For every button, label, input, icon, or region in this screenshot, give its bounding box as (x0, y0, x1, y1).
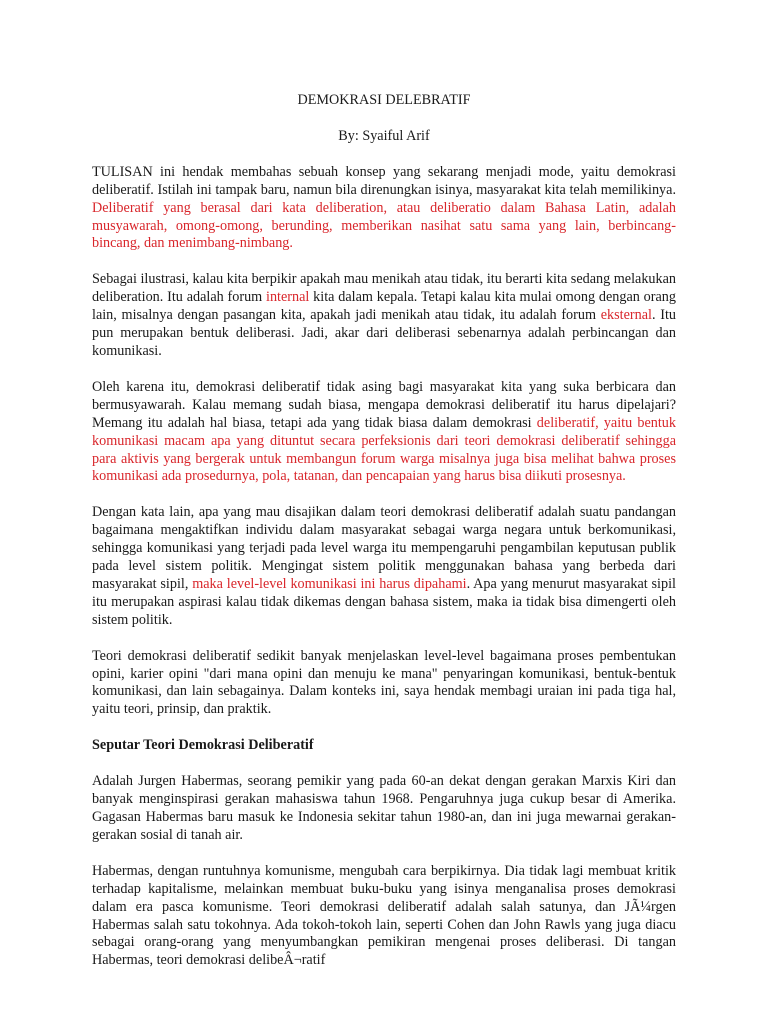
document-page (92, 92, 676, 988)
author-byline: By: Syaiful Arif (338, 127, 430, 144)
paragraph-2 (92, 271, 676, 361)
text-run: . Apa yang menurut masyarakat sipil itu merupakan aspirasi kalau tidak dikemas dengan bahasa sistem, maka ia tidak bisa dimengerti oleh sistem politik. (92, 575, 676, 628)
text-run: kita dalam kepala. Tetapi kalau kita mulai omong dengan orang lain, misalnya dengan pasangan kita, apakah jadi menikah atau tidak, itu adalah forum (92, 289, 676, 324)
document-title: DEMOKRASI DELEBRATIF (297, 92, 471, 108)
intro-paragraphs (92, 164, 676, 719)
paragraph-5 (92, 648, 676, 720)
highlighted-text-run: internal (266, 289, 310, 306)
section-paragraph-1 (92, 773, 676, 845)
section-heading: Seputar Teori Demokrasi Deliberatif (92, 737, 314, 754)
text-run: . Itu pun merupakan bentuk deliberasi. Jadi, akar dari deliberasi sebenarnya adalah perbincangan dan komunikasi. (92, 307, 676, 359)
highlighted-text-run: Deliberatif yang berasal dari kata deliberation, atau deliberatio dalam Bahasa Latin, adalah musyawarah, omong-omong, berunding, memberikan nasihat satu sama yang lain, berbincang-bincang, dan menimbang-nimbang. (92, 199, 676, 252)
paragraph-1 (92, 164, 676, 254)
section-paragraph-2 (92, 863, 676, 970)
text-run: Dengan kata lain, apa yang mau disajikan dalam teori demokrasi deliberatif adalah suatu pandangan bagaimana mengaktifkan individu dalam masyarakat sebagai warga negara untuk berkomunikasi, sehingga komunikasi yang terjadi pada level warga itu mempengaruhi pengambilan keputusan publik pada level sistem politik. Mengingat sistem politik menggunakan bahasa yang berbeda dari masyarakat sipil, (92, 504, 676, 592)
highlighted-text-run: eksternal (600, 307, 652, 324)
paragraph-3 (92, 379, 676, 486)
text-run: TULISAN ini hendak membahas sebuah konsep yang sekarang menjadi mode, yaitu demokrasi deliberatif. Istilah ini tampak baru, namun bila direnungkan isinya, masyarakat kita telah memilikinya. (92, 163, 676, 198)
text-run: Oleh karena itu, demokrasi deliberatif tidak asing bagi masyarakat kita yang suka berbicara dan bermusyawarah. Kalau memang sudah biasa, mengapa demokrasi deliberatif itu harus dipelajari? Memang itu adalah hal biasa, tetapi ada yang tidak biasa dalam demokrasi (92, 378, 676, 431)
highlighted-text-run: deliberatif, yaitu bentuk komunikasi macam apa yang dituntut secara perfeksionis dari teori demokrasi deliberatif sehingga para aktivis yang bergerak untuk membangun forum warga misalnya juga bisa melihat bahwa proses komunikasi ada prosedurnya, pola, tatanan, dan pencapaian yang harus bisa diikuti prosesnya. (92, 414, 676, 485)
highlighted-text-run: maka level-level komunikasi ini harus dipahami (192, 575, 467, 592)
text-run: Teori demokrasi deliberatif sedikit banyak menjelaskan level-level bagaimana proses pembentukan opini, karier opini "dari mana opini dan menuju ke mana" penyaringan komunikasi, bentuk-bentuk komunikasi, dan lain sebagainya. Dalam konteks ini, saya hendak membagi uraian ini pada tiga hal, yaitu teori, prinsip, dan praktik. (92, 647, 676, 718)
paragraph-4 (92, 504, 676, 629)
text-run: Adalah Jurgen Habermas, seorang pemikir yang pada 60-an dekat dengan gerakan Marxis Kiri dan banyak menginspirasi gerakan mahasiswa tahun 1968. Pengaruhnya juga cukup besar di Amerika. Gagasan Habermas baru masuk ke Indonesia sekitar tahun 1980-an, dan ini juga mewarnai gerakan-gerakan sosial di tanah air. (92, 773, 676, 843)
text-run: Sebagai ilustrasi, kalau kita berpikir apakah mau menikah atau tidak, itu berarti kita sedang melakukan deliberation. Itu adalah forum (92, 271, 676, 306)
section-paragraphs (92, 773, 676, 970)
text-run: Habermas, dengan runtuhnya komunisme, mengubah cara berpikirnya. Dia tidak lagi membuat kritik terhadap kapitalisme, melainkan membuat buku-buku yang isinya menganalisa proses demokrasi dalam era pasca komunisme. Teori demokrasi deliberatif adalah salah satunya, dan JÃ¼rgen Habermas salah satu tokohnya. Ada tokoh-tokoh lain, seperti Cohen dan John Rawls yang juga diacu sebagai orang-orang yang menyumbangkan pemikiran mengenai proses deliberasi. Di tangan Habermas, teori demokrasi delibeÂ¬ratif (92, 862, 676, 969)
